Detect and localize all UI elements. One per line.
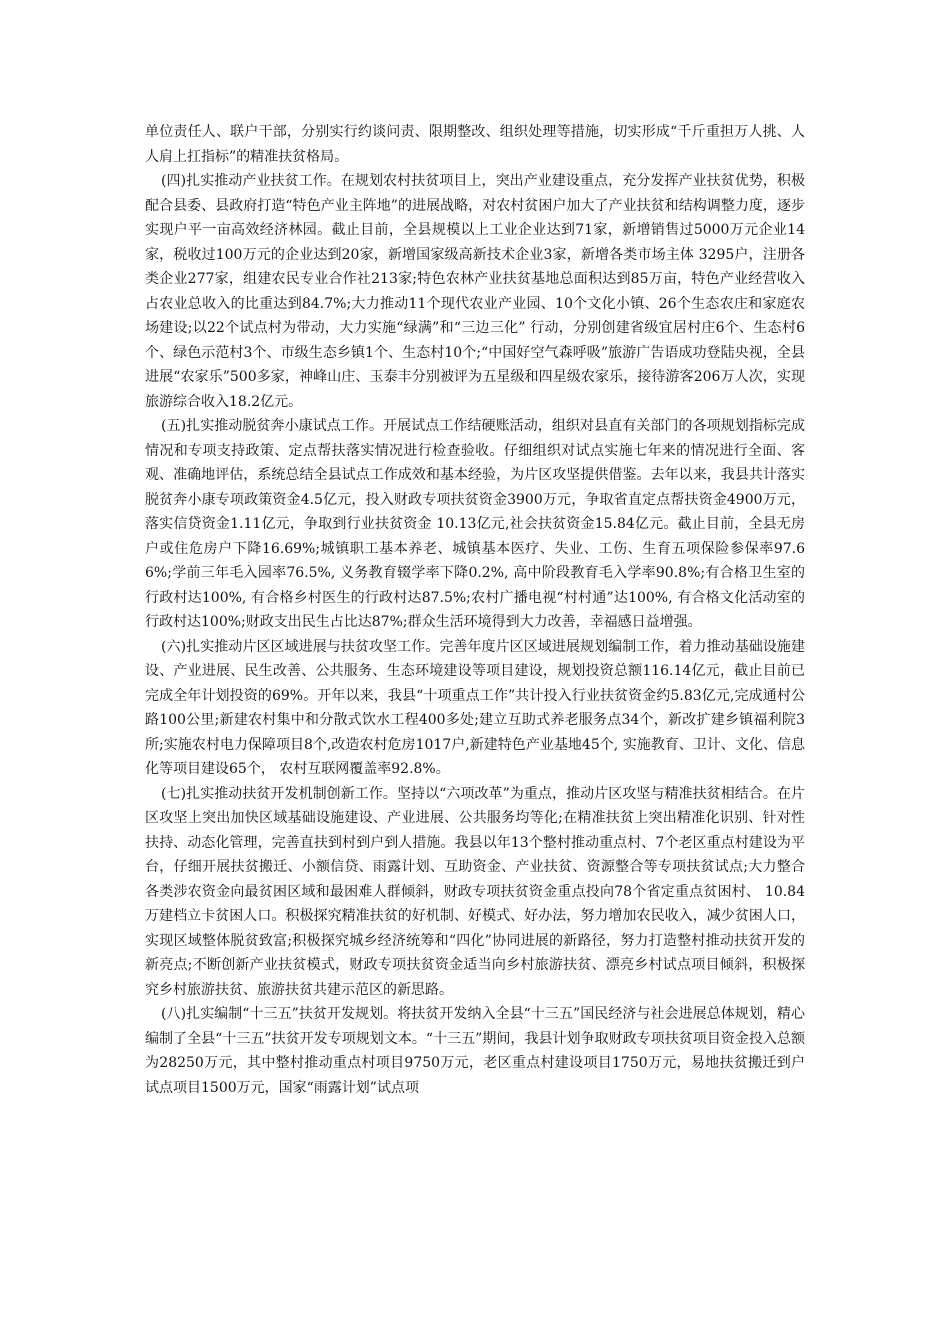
- paragraph-industry-poverty-alleviation: (四)扎实推动产业扶贫工作。在规划农村扶贫项目上，突出产业建设重点，充分发挥产业扶贫优势，积极配合县委、县政府打造“特色产业主阵地”的进展战略，对农村贫困户加大了产业扶贫和结构调整力度，逐步实现户平一亩高效经济林园。截止目前，全县规模以上工业企业达到71家，新增销售过5000万元企业14家，税收过100万元的企业达到20家，新增国家级高新技术企业3家，新增各类市场主体 3295户，注册各类企业277家，组建农民专业合作社213家;特色农林产业扶贫基地总面积达到85万亩，特色产业经营收入占农业总收入的比重达到84.7%;大力推动11个现代农业产业园、10个文化小镇、26个生态农庄和家庭农场建设;以22个试点村为带动，大力实施“绿满”和“三边三化” 行动，分别创建省级宜居村庄6个、生态村6个、绿色示范村3个、市级生态乡镇1个、生态村10个;“中国好空气森呼吸”旅游广告语成功登陆央视，全县进展“农家乐”500多家，神峰山庄、玉泰丰分别被评为五星级和四星级农家乐，接待游客206万人次，实现旅游综合收入18.2亿元。: [145, 173, 805, 410]
- paragraph-regional-development: (六)扎实推动片区区域进展与扶贫攻坚工作。完善年度片区区域进展规划编制工作，着力推动基础设施建设、产业进展、民生改善、公共服务、生态环境建设等项目建设，规划投资总额116.14亿元，截止目前已完成全年计划投资的69%。开年以来，我县“十项重点工作”共计投入行业扶贫资金约5.83亿元,完成通村公路100公里;新建农村集中和分散式饮水工程400多处;建立互助式养老服务点34个，新改扩建乡镇福利院3所;实施农村电力保障项目8个,改造农村危房1017户,新建特色产业基地45个, 实施教育、卫计、文化、信息化等项目建设65个， 农村互联网覆盖率92.8%。: [145, 638, 805, 777]
- paragraph-moderate-prosperity-pilot: (五)扎实推动脱贫奔小康试点工作。开展试点工作结硬账活动，组织对县直有关部门的各项规划指标完成情况和专项支持政策、定点帮扶落实情况进行检查验收。仔细组织对试点实施七年来的情况进行全面、客观、准确地评估，系统总结全县试点工作成效和基本经验，为片区攻坚提供借鉴。去年以来，我县共计落实脱贫奔小康专项政策资金4.5亿元，投入财政专项扶贫资金3900万元，争取省直定点帮扶资金4900万元，落实信贷资金1.11亿元，争取到行业扶贫资金 10.13亿元,社会扶贫资金15.84亿元。截止目前，全县无房户或住危房户下降16.69%;城镇职工基本养老、城镇基本医疗、失业、工伤、生育五项保险参保率97.66%;学前三年毛入园率76.5%, 义务教育辍学率下降0.2%, 高中阶段教育毛入学率90.8%;有合格卫生室的行政村达100%, 有合格乡村医生的行政村达87.5%;农村广播电视“村村通”达100%, 有合格文化活动室的行政村达100%;财政支出民生占比达87%;群众生活环境得到大力改善，幸福感日益增强。: [145, 418, 805, 630]
- paragraph-continued: 单位责任人、联户干部，分别实行约谈问责、限期整改、组织处理等措施，切实形成“千斤重担万人挑、人人肩上扛指标”的精准扶贫格局。: [145, 124, 805, 165]
- paragraph-mechanism-innovation: (七)扎实推动扶贫开发机制创新工作。坚持以“六项改革”为重点，推动片区攻坚与精准扶贫相结合。在片区攻坚上突出加快区域基础设施建设、产业进展、公共服务均等化;在精准扶贫上突出精准化识别、针对性扶持、动态化管理，完善直扶到村到户到人措施。我县以年13个整村推动重点村、7个老区重点村建设为平台，仔细开展扶贫搬迁、小额信贷、雨露计划、互助资金、产业扶贫、资源整合等专项扶贫试点;大力整合各类涉农资金向最贫困区域和最困难人群倾斜，财政专项扶贫资金重点投向78个省定重点贫困村、 10.84万建档立卡贫困人口。积极探究精准扶贫的好机制、好模式、好办法，努力增加农民收入，减少贫困人口，实现区域整体脱贫致富;积极探究城乡经济统筹和“四化”协同进展的新路径，努力打造整村推动扶贫开发的新亮点;不断创新产业扶贫模式，财政专项扶贫资金适当向乡村旅游扶贫、漂亮乡村试点项目倾斜，积极探究乡村旅游扶贫、旅游扶贫共建示范区的新思路。: [145, 785, 805, 998]
- document-body: [145, 120, 805, 1100]
- paragraph-five-year-plan: (八)扎实编制“十三五”扶贫开发规划。将扶贫开发纳入全县“十三五”国民经济与社会进展总体规划，精心编制了全县“十三五”扶贫开发专项规划文本。“十三五”期间，我县计划争取财政专项扶贫项目资金投入总额为28250万元，其中整村推动重点村项目9750万元，老区重点村建设项目1750万元，易地扶贫搬迁到户试点项目1500万元，国家“雨露计划”试点项: [145, 1006, 805, 1096]
